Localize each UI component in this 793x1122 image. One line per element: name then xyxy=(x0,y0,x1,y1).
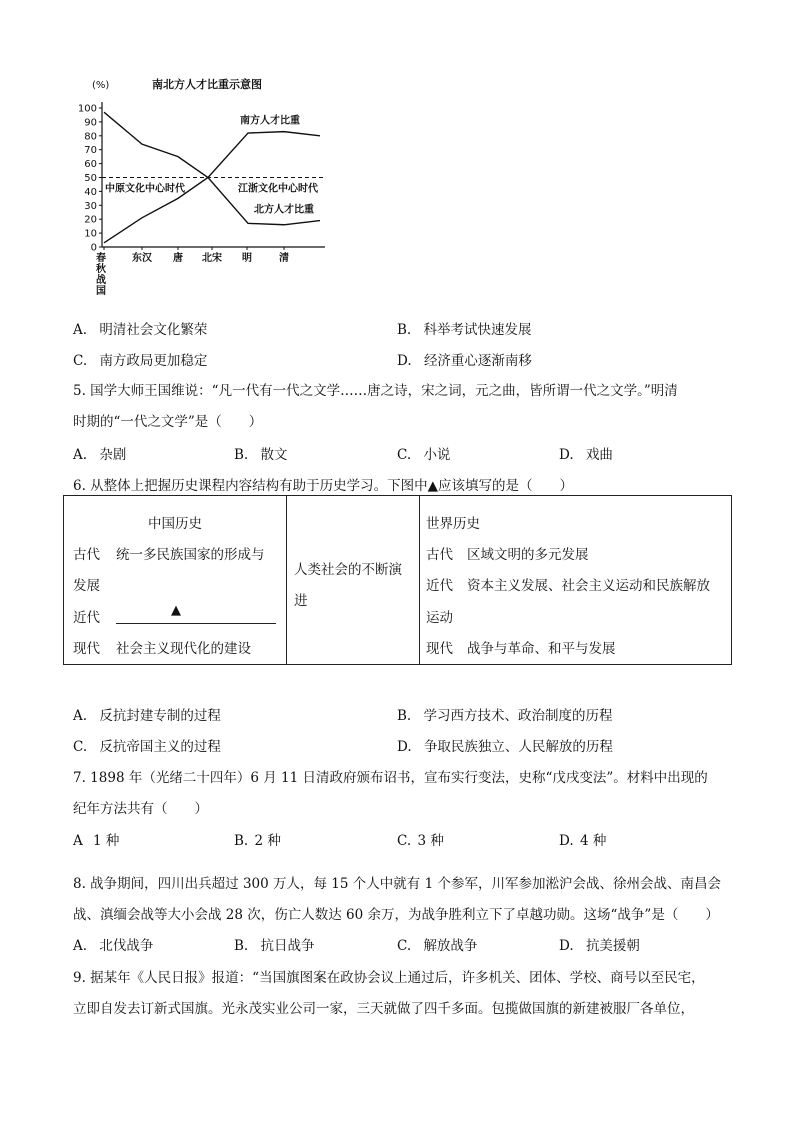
option-text: 反抗封建专制的过程 xyxy=(99,708,221,724)
contemporary-label: 现代 xyxy=(73,641,100,657)
q7-option-d[interactable] xyxy=(559,829,606,849)
x-tick-label: 春 xyxy=(96,253,106,264)
x-tick-label: 东汉 xyxy=(132,253,152,264)
y-unit-label: (%) xyxy=(92,80,110,91)
y-tick-label: 70 xyxy=(84,145,97,157)
q5-option-d[interactable] xyxy=(559,443,613,463)
x-tick-label: 明 xyxy=(242,253,252,264)
world-history-cell xyxy=(420,496,731,664)
q8-option-a[interactable] xyxy=(73,934,153,954)
middle-text-line2: 进 xyxy=(294,593,308,609)
chinese-history-cell xyxy=(64,496,286,664)
q8-option-b[interactable] xyxy=(234,934,315,954)
option-letter: A xyxy=(73,833,83,849)
y-tick-label: 40 xyxy=(84,186,97,198)
human-society-cell xyxy=(286,496,420,664)
option-text: 解放战争 xyxy=(423,938,478,954)
option-text: 抗美援朝 xyxy=(585,938,640,954)
option-letter: B. xyxy=(234,447,249,463)
y-tick-label: 80 xyxy=(84,131,97,143)
y-tick-label: 90 xyxy=(84,117,97,129)
option-letter: A. xyxy=(73,322,88,338)
q7-stem-line1: 7. 1898 年（光绪二十四年）6 月 11 日清政府颁布诏书，宣布实行变法，史称“戊戌变法”。材料中出现的 xyxy=(73,770,708,786)
y-tick-label: 100 xyxy=(77,103,97,115)
q8-option-d[interactable] xyxy=(559,934,640,954)
annotation-north-series: 北方人才比重 xyxy=(254,204,314,216)
option-text: 经济重心逐渐南移 xyxy=(423,353,532,369)
q4-option-d[interactable] xyxy=(397,349,532,369)
world-ancient-label: 古代 xyxy=(426,547,453,563)
world-contemporary-label: 现代 xyxy=(426,641,453,657)
option-letter: D. xyxy=(559,833,574,849)
q5-option-a[interactable] xyxy=(73,443,126,463)
option-letter: B. xyxy=(397,322,412,338)
modern-label: 近代 xyxy=(73,610,100,626)
option-letter: A. xyxy=(73,447,88,463)
world-modern-text-cont: 运动 xyxy=(426,610,453,626)
option-letter: D. xyxy=(559,938,574,954)
option-letter: C. xyxy=(397,447,412,463)
course-structure-table xyxy=(63,495,732,665)
option-letter: D. xyxy=(559,447,574,463)
q7-option-a[interactable] xyxy=(73,829,119,849)
q9-stem-line1: 9. 据某年《人民日报》报道：“当国旗图案在政协会议上通过后，许多机关、团体、学校、商号以至民宅， xyxy=(73,970,705,986)
q5-option-c[interactable] xyxy=(397,443,450,463)
talent-ratio-chart xyxy=(60,70,350,305)
option-text: 戏曲 xyxy=(585,447,613,463)
q4-option-b[interactable] xyxy=(397,318,532,338)
middle-text-line1: 人类社会的不断演 xyxy=(294,562,402,578)
option-letter: D. xyxy=(397,739,412,755)
option-text: 1 种 xyxy=(93,833,120,849)
option-letter: B. xyxy=(234,938,249,954)
q4-option-a[interactable] xyxy=(73,318,207,338)
option-text: 学习西方技术、政治制度的历程 xyxy=(423,708,613,724)
q7-option-c[interactable] xyxy=(397,829,444,849)
annotation-jiangzhe: 江浙文化中心时代 xyxy=(238,183,318,195)
ancient-text: 统一多民族国家的形成与 xyxy=(116,547,265,563)
option-letter: C. xyxy=(397,833,412,849)
option-text: 小说 xyxy=(423,447,451,463)
annotation-south-series: 南方人才比重 xyxy=(240,115,300,127)
world-modern-text: 资本主义发展、社会主义运动和民族解放 xyxy=(467,578,710,594)
option-letter: A. xyxy=(73,708,88,724)
q5-stem-line1: 5. 国学大师王国维说：“凡一代有一代之文学……唐之诗，宋之词，元之曲，皆所谓一代之文学。”明清 xyxy=(73,383,678,399)
q9-stem-line2: 立即自发去订新式国旗。光永茂实业公司一家，三天就做了四千多面。包揽做国旗的新建被服厂各单位， xyxy=(73,1001,694,1017)
q8-stem-line1: 8. 战争期间，四川出兵超过 300 万人，每 15 个人中就有 1 个参军，川军参加淞沪会战、徐州会战、南昌会 xyxy=(73,876,721,892)
x-tick-label: 战 xyxy=(96,275,106,286)
option-text: 2 种 xyxy=(254,833,281,849)
option-text: 3 种 xyxy=(417,833,444,849)
world-modern-label: 近代 xyxy=(426,578,453,594)
world-contemporary-text: 战争与革命、和平与发展 xyxy=(467,641,616,657)
option-text: 散文 xyxy=(260,447,288,463)
annotation-central-plains: 中原文化中心时代 xyxy=(105,183,185,195)
ancient-label: 古代 xyxy=(73,547,100,563)
chinese-history-title: 中国历史 xyxy=(148,516,202,532)
x-tick-label: 北宋 xyxy=(202,253,222,264)
x-tick-label: 秋 xyxy=(96,264,106,275)
q6-stem: 6. 从整体上把握历史课程内容结构有助于历史学习。下图中▲应该填写的是（ ） xyxy=(73,478,574,494)
q7-option-b[interactable] xyxy=(234,829,281,849)
option-letter: B. xyxy=(397,708,412,724)
option-text: 北伐战争 xyxy=(99,938,154,954)
q6-option-b[interactable] xyxy=(397,704,613,724)
option-text: 南方政局更加稳定 xyxy=(99,353,208,369)
q8-option-c[interactable] xyxy=(397,934,477,954)
y-tick-label: 60 xyxy=(84,159,97,171)
q6-option-c[interactable] xyxy=(73,735,221,755)
chart-title: 南北方人才比重示意图 xyxy=(152,78,262,91)
q6-option-a[interactable] xyxy=(73,704,221,724)
option-text: 反抗帝国主义的过程 xyxy=(99,739,221,755)
option-text: 科举考试快速发展 xyxy=(423,322,532,338)
q4-option-c[interactable] xyxy=(73,349,207,369)
q8-stem-line2: 战、滇缅会战等大小会战 28 次，伤亡人数达 60 余万，为战争胜利立下了卓越功勋。这场“战争”是（ ） xyxy=(73,907,719,923)
q5-stem-line2: 时期的“一代之文学”是（ ） xyxy=(73,414,263,430)
world-history-title: 世界历史 xyxy=(426,516,480,532)
option-letter: C. xyxy=(73,353,88,369)
ancient-text-cont: 发展 xyxy=(73,578,100,594)
y-tick-label: 20 xyxy=(84,214,97,226)
y-tick-label: 0 xyxy=(90,242,97,254)
y-tick-label: 10 xyxy=(84,228,97,240)
x-tick-label: 唐 xyxy=(173,253,183,264)
option-letter: C. xyxy=(73,739,88,755)
option-letter: B. xyxy=(234,833,249,849)
option-letter: A. xyxy=(73,938,88,954)
option-text: 4 种 xyxy=(579,833,607,849)
y-tick-label: 50 xyxy=(84,173,97,184)
option-text: 杂剧 xyxy=(99,447,127,463)
blank-line xyxy=(116,621,276,624)
q6-option-d[interactable] xyxy=(397,735,613,755)
x-tick-label: 国 xyxy=(96,286,106,297)
q5-option-b[interactable] xyxy=(234,443,288,463)
option-text: 争取民族独立、人民解放的历程 xyxy=(423,739,613,755)
option-letter: C. xyxy=(397,938,412,954)
y-tick-label: 30 xyxy=(84,200,97,212)
x-tick-label: 清 xyxy=(279,253,289,264)
option-text: 明清社会文化繁荣 xyxy=(99,322,208,338)
q7-stem-line2: 纪年方法共有（ ） xyxy=(73,801,208,817)
option-text: 抗日战争 xyxy=(260,938,315,954)
contemporary-text: 社会主义现代化的建设 xyxy=(116,641,251,657)
option-letter: D. xyxy=(397,353,412,369)
world-ancient-text: 区域文明的多元发展 xyxy=(467,547,589,563)
triangle-icon: ▲ xyxy=(171,603,181,618)
